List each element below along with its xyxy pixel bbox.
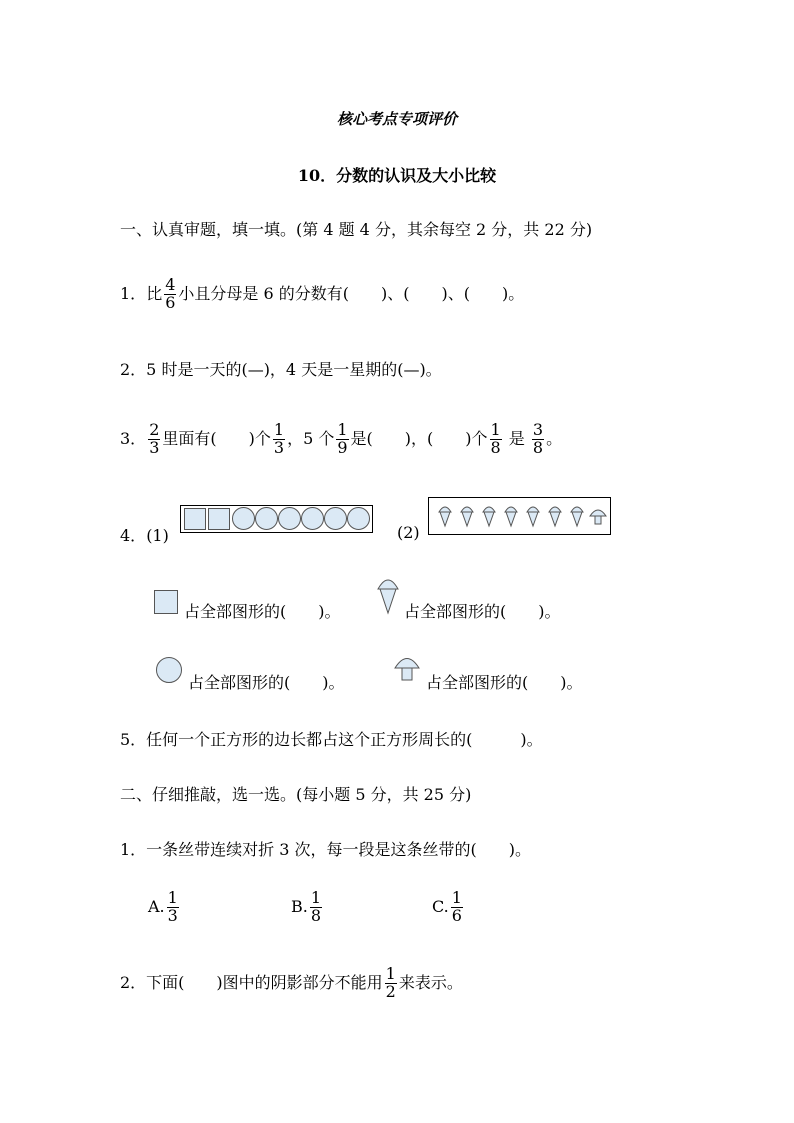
icecream-icon bbox=[549, 507, 561, 526]
fill-square: 占全部图形的( )。 bbox=[184, 602, 341, 621]
mushroom-icon bbox=[394, 655, 420, 683]
icecream-icon bbox=[439, 507, 451, 526]
fraction: $\frac{1}{8}$ bbox=[490, 420, 501, 457]
fraction: $\frac{1}{9}$ bbox=[337, 420, 348, 457]
fraction: $\frac{4}{6}$ bbox=[165, 275, 176, 312]
icecream-icon bbox=[376, 575, 400, 617]
fraction: $\frac{1}{3}$ bbox=[167, 888, 178, 925]
section1-heading: 一、认真审题，填一填。(第 4 题 4 分，其余每空 2 分，共 22 分) bbox=[120, 220, 593, 239]
fill-icecream: 占全部图形的( )。 bbox=[404, 602, 561, 621]
circle-icon bbox=[347, 507, 370, 530]
question-2-1: 1．一条丝带连续对折 3 次，每一段是这条丝带的( )。 bbox=[120, 840, 532, 859]
question-1-3: 3． $\frac{2}{3}$ 里面有( )个 $\frac{1}{3}$ ，5 个 $\frac{1}{9}$ 是( )，( )个 $\frac{1}{8}$ 是 $\frac{3}{8}$ 。 bbox=[120, 420, 563, 457]
circle-icon bbox=[156, 657, 182, 683]
icecream-icon bbox=[571, 507, 583, 526]
icecream-row bbox=[428, 497, 611, 535]
icecream-icon bbox=[527, 507, 539, 526]
circle-icon bbox=[255, 507, 278, 530]
shapes-row bbox=[180, 505, 373, 533]
page-subtitle: 10．分数的认识及大小比较 bbox=[297, 166, 497, 185]
fraction: $\frac{1}{3}$ bbox=[273, 420, 285, 457]
fraction: $\frac{1}{8}$ bbox=[310, 888, 322, 925]
circle-icon bbox=[301, 507, 324, 530]
square-icon bbox=[184, 508, 206, 530]
page-title: 核心考点专项评价 bbox=[336, 110, 457, 128]
icecream-icon bbox=[505, 507, 517, 526]
option-b: B. $\frac{1}{8}$ bbox=[291, 888, 322, 925]
fill-mushroom: 占全部图形的( )。 bbox=[426, 673, 583, 692]
question-1-5: 5．任何一个正方形的边长都占这个正方形周长的( )。 bbox=[120, 730, 543, 749]
question-1-4-part2: (2) bbox=[397, 523, 420, 542]
circle-icon bbox=[278, 507, 301, 530]
section2-heading: 二、仔细推敲，选一选。(每小题 5 分，共 25 分) bbox=[120, 785, 472, 804]
square-icon bbox=[154, 590, 178, 614]
fraction: $\frac{1}{6}$ bbox=[451, 888, 462, 925]
fraction: $\frac{3}{8}$ bbox=[532, 420, 544, 457]
option-a: A. $\frac{1}{3}$ bbox=[148, 888, 178, 925]
icecream-icon bbox=[483, 507, 495, 526]
fill-circle: 占全部图形的( )。 bbox=[188, 673, 345, 692]
mushroom-icon bbox=[590, 510, 606, 524]
question-2-2: 2．下面( )图中的阴影部分不能用 $\frac{1}{2}$ 来表示。 bbox=[120, 964, 463, 1001]
question-1-2: 2．5 时是一天的(—)，4 天是一星期的(—)。 bbox=[120, 360, 442, 379]
fraction: $\frac{2}{3}$ bbox=[149, 420, 160, 457]
icecream-icon bbox=[461, 507, 473, 526]
fraction: $\frac{1}{2}$ bbox=[385, 964, 396, 1001]
circle-icon bbox=[232, 507, 255, 530]
question-1-4-number: 4．(1) bbox=[120, 526, 169, 545]
option-c: C. $\frac{1}{6}$ bbox=[432, 888, 462, 925]
circle-icon bbox=[324, 507, 347, 530]
square-icon bbox=[208, 508, 230, 530]
icecream-shapes bbox=[429, 498, 610, 534]
question-1-1: 1．比 $\frac{4}{6}$ 小且分母是 6 的分数有( )、( )、( )。 bbox=[120, 275, 525, 312]
